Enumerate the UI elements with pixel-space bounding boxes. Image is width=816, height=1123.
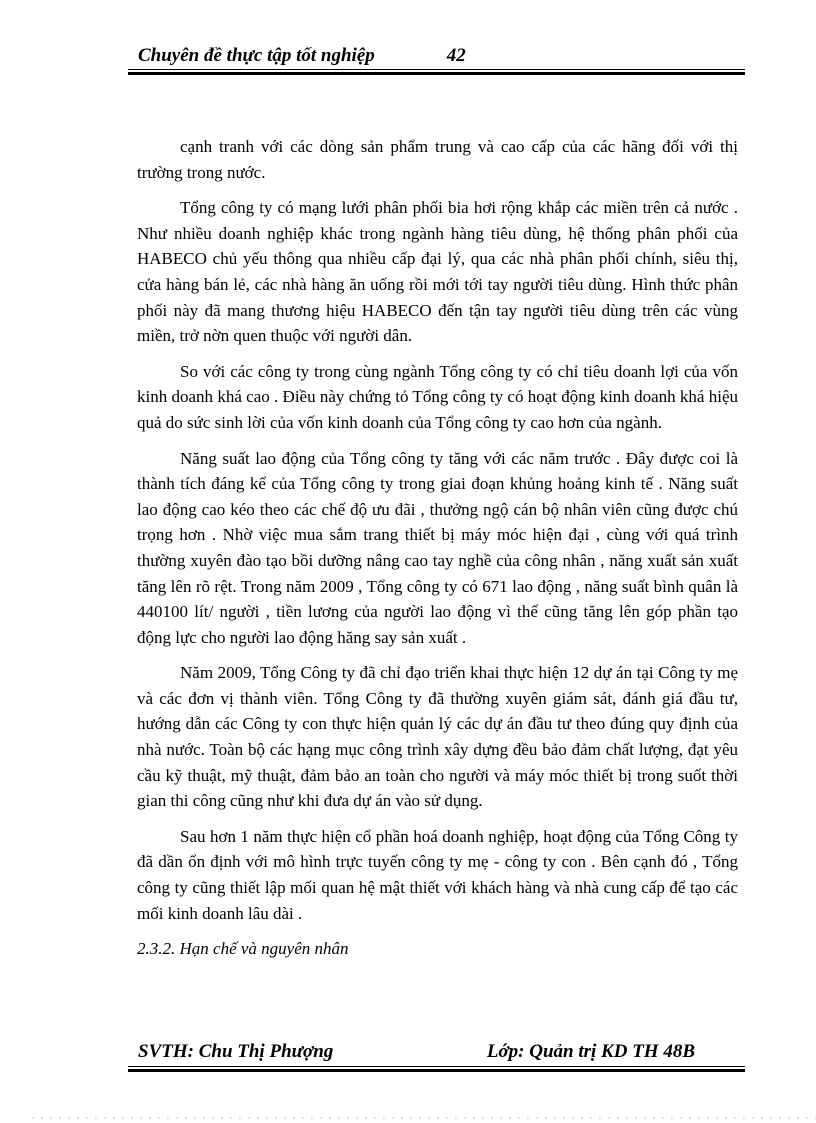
- footer-author: SVTH: Chu Thị Phượng: [138, 1041, 334, 1062]
- footer-row: [128, 1040, 745, 1067]
- header-rule: [128, 72, 745, 75]
- paragraph-continuation: cạnh tranh với các dòng sản phẩm trung và cao cấp của các hãng đối với thị trường trong nước.: [137, 137, 738, 182]
- page-header: [128, 44, 745, 75]
- footer-rule: [128, 1069, 745, 1072]
- section-heading: 2.3.2. Hạn chế và nguyên nhân: [137, 939, 349, 959]
- paragraph-profitability: So với các công ty trong cùng ngành Tổng công ty có chỉ tiêu doanh lợi của vốn kinh doanh khá cao . Điều này chứng tỏ Tổng công ty có hoạt động kinh doanh khá hiệu quả do sức sinh lời của vốn kinh doanh của Tổng công ty cao hơn của ngành.: [137, 361, 738, 432]
- page-footer: [128, 1040, 745, 1072]
- paragraph-equitization: Sau hơn 1 năm thực hiện cổ phần hoá doanh nghiệp, hoạt động của Tổng Công ty đã dần ổn định với mô hình trực tuyến công ty mẹ - công ty con . Bên cạnh đó , Tổng công ty cũng thiết lập mối quan hệ mật thiết với khách hàng và nhà cung cấp để tạo các mối kinh doanh lâu dài .: [137, 826, 738, 923]
- header-page-number: 42: [446, 45, 466, 66]
- header-title: Chuyên đề thực tập tốt nghiệp: [138, 45, 375, 66]
- page-break-indicator: [32, 1117, 816, 1119]
- paragraph-distribution: Tổng công ty có mạng lưới phân phối bia hơi rộng khắp các miền trên cả nước . Như nhiều doanh nghiệp khác trong ngành hàng tiêu dùng, hệ thống phân phối của HABECO chủ yếu thông qua nhiều cấp đại lý, qua các nhà phân phối chính, siêu thị, cửa hàng bán lẻ, các nhà hàng ăn uống rồi mới tới tay người tiêu dùng. Hình thức phân phối này đã mang thương hiệu HABECO đến tận tay người tiêu dùng trên các vùng miền, trở nờn quen thuộc với người dân.: [137, 198, 738, 346]
- footer-class: Lớp: Quản trị KD TH 48B: [486, 1041, 695, 1062]
- document-body: [137, 134, 738, 972]
- paragraph-projects: Năm 2009, Tổng Công ty đã chỉ đạo triển khai thực hiện 12 dự án tại Công ty mẹ và các đơn vị thành viên. Tổng Công ty đã thường xuyên giám sát, đánh giá đầu tư, hướng dẫn các Công ty con thực hiện quản lý các dự án đầu tư theo đúng quy định của nhà nước. Toàn bộ các hạng mục công trình xây dựng đều bảo đảm chất lượng, đạt yêu cầu kỹ thuật, mỹ thuật, đảm bảo an toàn cho người và máy móc thiết bị trong suốt thời gian thi công cũng như khi đưa dự án vào sử dụng.: [137, 663, 738, 811]
- paragraph-productivity: Năng suất lao động của Tổng công ty tăng với các năm trước . Đây được coi là thành tích đáng kể của Tổng công ty trong giai đoạn khủng hoảng kinh tế . Năng suất lao động cao kéo theo các chế độ ưu đãi , thưởng ngộ cán bộ nhân viên cũng được chú trọng hơn . Nhờ việc mua sắm trang thiết bị máy móc hiện đại , cùng với quá trình thường xuyên đào tạo bồi dưỡng nâng cao tay nghề của công nhân , năng xuất sản xuất tăng lên rõ rệt. Trong năm 2009 , Tổng công ty có 671 lao động , năng suất bình quân là 440100 lít/ người , tiền lương của người lao động vì thế cũng tăng lên góp phần tạo động lực cho người lao động hăng say sản xuất .: [137, 448, 738, 647]
- header-row: [128, 44, 745, 70]
